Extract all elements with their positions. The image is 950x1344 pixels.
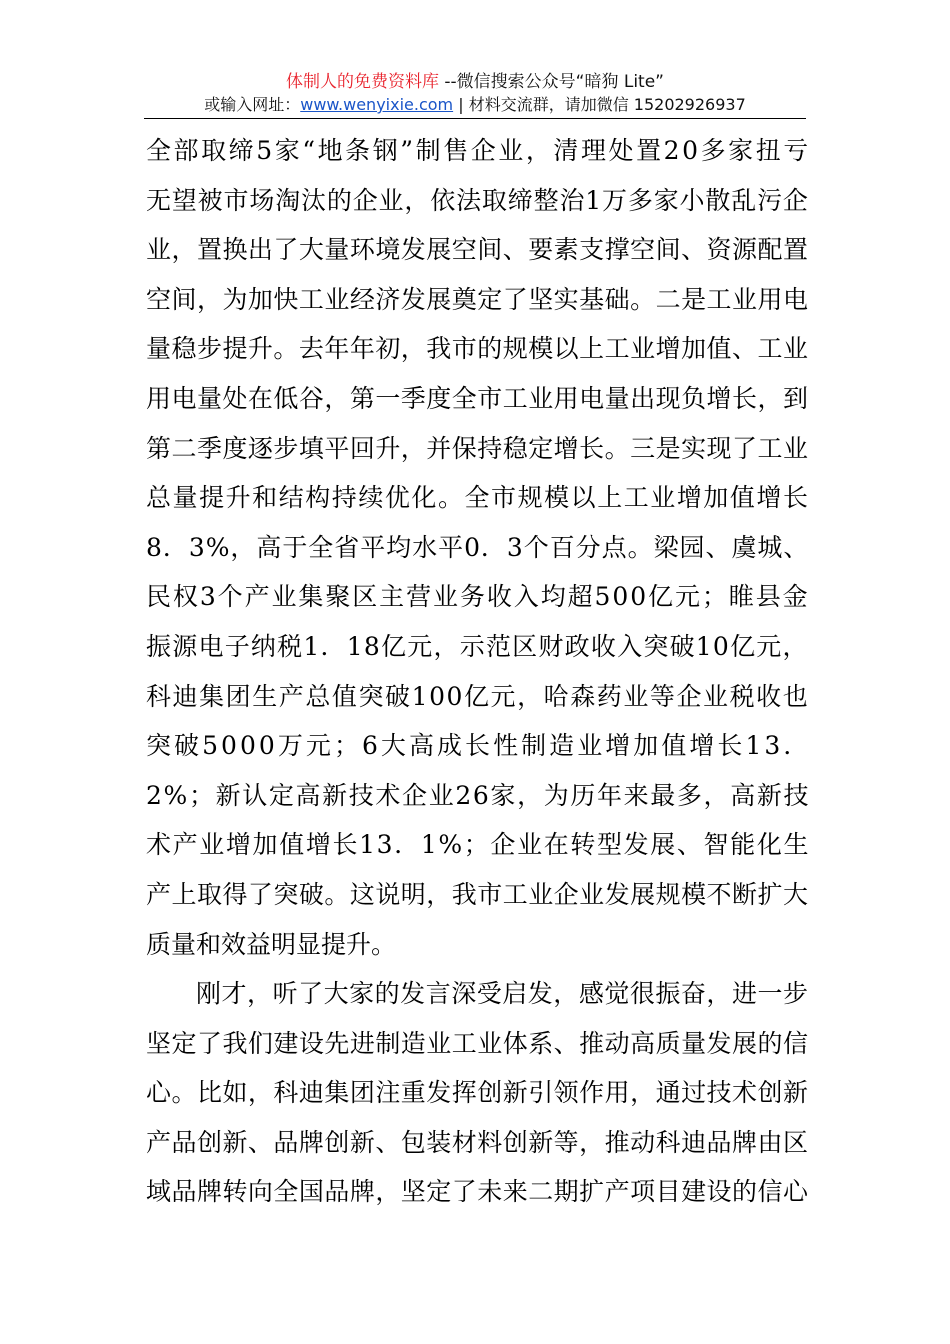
body-line: 心。比如，科迪集团注重发挥创新引领作用，通过技术创新 bbox=[146, 1078, 809, 1108]
header-contact-line bbox=[0, 94, 950, 116]
paragraph-start-line: 刚才，听了大家的发言深受启发，感觉很振奋，进一步 bbox=[196, 979, 809, 1009]
body-line: 突破5000万元；6大高成长性制造业增加值增长13． bbox=[146, 731, 812, 761]
header-slogan: --微信搜索公众号“暗狗 Lite” bbox=[438, 72, 664, 92]
header-site-link[interactable]: www.wenyixie.com bbox=[300, 95, 454, 114]
body-line: 民权3个产业集聚区主营业务收入均超500亿元；睢县金 bbox=[146, 582, 810, 612]
body-line: 量稳步提升。去年年初，我市的规模以上工业增加值、工业 bbox=[146, 334, 809, 364]
body-line: 坚定了我们建设先进制造业工业体系、推动高质量发展的信 bbox=[146, 1028, 809, 1058]
body-line: 振源电子纳税1．18亿元，示范区财政收入突破10亿元， bbox=[146, 631, 809, 661]
page-header bbox=[0, 70, 950, 116]
body-line: 总量提升和结构持续优化。全市规模以上工业增加值增长 bbox=[146, 483, 810, 513]
body-line: 术产业增加值增长13．1%；企业在转型发展、智能化生 bbox=[146, 830, 811, 860]
body-line: 全部取缔5家“地条钢”制售企业，清理处置20多家扭亏 bbox=[146, 136, 811, 165]
body-line: 第二季度逐步填平回升，并保持稳定增长。三是实现了工业 bbox=[146, 433, 809, 463]
header-divider bbox=[144, 118, 806, 119]
header-site-prefix: 或输入网址： bbox=[204, 95, 301, 114]
header-brand: 体制人的免费资料库 bbox=[285, 72, 439, 92]
body-line: 8．3%，高于全省平均水平0．3个百分点。梁园、虞城、 bbox=[146, 532, 810, 562]
body-line: 科迪集团生产总值突破100亿元，哈森药业等企业税收也 bbox=[146, 681, 810, 711]
body-line: 质量和效益明显提升。 bbox=[146, 929, 397, 959]
document-body bbox=[146, 126, 812, 1217]
header-contact: | 材料交流群，请加微信 15202926937 bbox=[453, 95, 746, 114]
body-line: 产品创新、品牌创新、包装材料创新等，推动科迪品牌由区 bbox=[146, 1127, 809, 1157]
body-line: 用电量处在低谷，第一季度全市工业用电量出现负增长，到 bbox=[146, 383, 809, 413]
header-promo-line bbox=[0, 70, 950, 94]
body-line: 产上取得了突破。这说明，我市工业企业发展规模不断扩大 bbox=[146, 879, 809, 909]
body-line: 业，置换出了大量环境发展空间、要素支撑空间、资源配置 bbox=[146, 235, 809, 265]
body-line: 空间，为加快工业经济发展奠定了坚实基础。二是工业用电 bbox=[146, 284, 809, 314]
body-line: 2%；新认定高新技术企业26家，为历年来最多，高新技 bbox=[146, 780, 811, 810]
body-line: 无望被市场淘汰的企业，依法取缔整治1万多家小散乱污企 bbox=[146, 185, 809, 215]
body-line: 域品牌转向全国品牌，坚定了未来二期扩产项目建设的信心 bbox=[146, 1177, 809, 1207]
